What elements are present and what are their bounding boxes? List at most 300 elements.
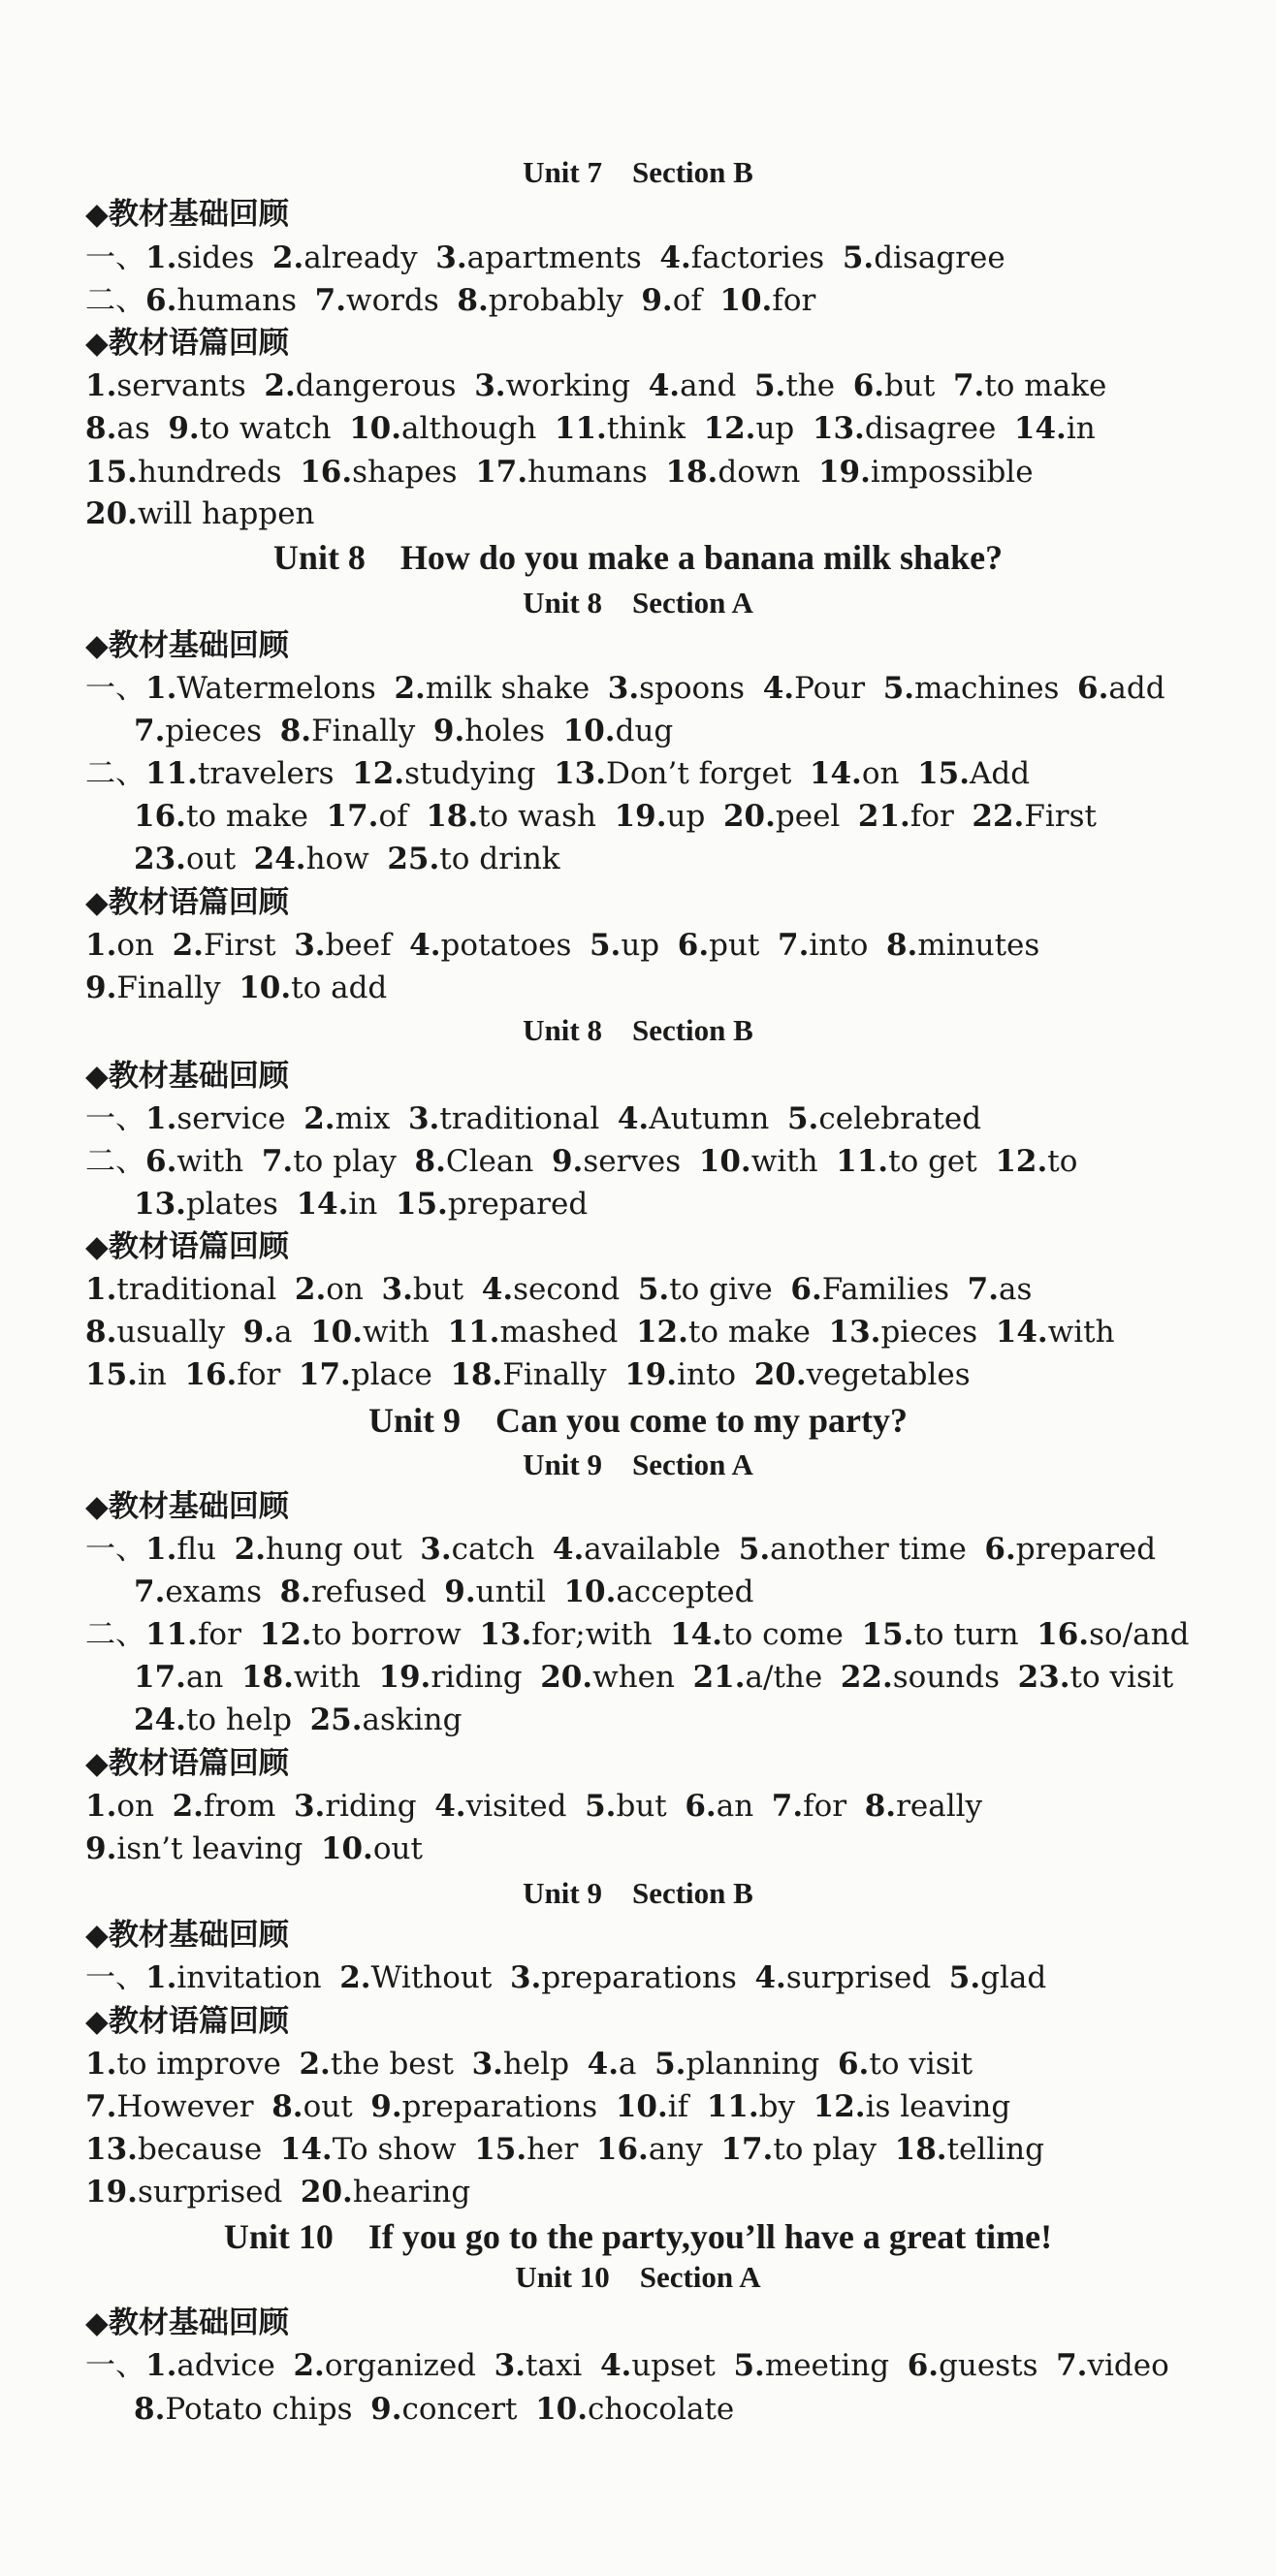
answer-item (299, 2045, 454, 2083)
answer-text: probably (488, 283, 623, 318)
answer-item (608, 669, 745, 708)
answer-item (719, 281, 815, 320)
answer-text: to come (722, 1617, 844, 1652)
answer-number: 10. (349, 411, 402, 446)
answer-number: 12. (635, 1315, 688, 1350)
answer-item (235, 1530, 402, 1569)
answer-item (310, 1313, 430, 1352)
answer-item (370, 2087, 597, 2126)
answer-item (841, 1658, 1000, 1697)
answer-item (1014, 409, 1096, 448)
answer-number: 3. (607, 671, 640, 706)
answer-number: 3. (471, 2047, 503, 2082)
answer-number: 9. (641, 283, 673, 318)
answer-text: Autumn (649, 1101, 770, 1136)
answer-text: an (716, 1789, 754, 1824)
answer-number: 5. (753, 368, 786, 403)
answer-number: 13. (479, 1617, 532, 1652)
answer-line (85, 1615, 1207, 1654)
answer-item (85, 2173, 282, 2211)
answer-number: 11. (145, 756, 198, 791)
answer-item (134, 1185, 278, 1224)
answer-item (763, 669, 865, 708)
answer-number: 3. (407, 1101, 440, 1136)
unit-heading: Unit 9 Can you come to my party? (368, 1401, 908, 1440)
answer-text: factories (690, 240, 825, 275)
answer-text: out (303, 2089, 353, 2124)
answer-text: telling (946, 2132, 1044, 2167)
answer-number: 2. (294, 1272, 327, 1307)
answer-number: 1. (85, 928, 117, 963)
answer-text: organized (324, 2348, 477, 2383)
answer-item (173, 1787, 276, 1826)
answer-number: 1. (85, 368, 117, 403)
answer-item (85, 409, 150, 448)
answer-text: taxi (526, 2348, 583, 2383)
answer-item (280, 2130, 457, 2169)
answer-text: riding (431, 1660, 523, 1695)
answer-item (303, 1099, 390, 1138)
answer-number: 2. (293, 2348, 325, 2383)
answer-item (134, 797, 308, 836)
answer-text: holes (464, 714, 546, 748)
answer-text: already (303, 240, 418, 275)
answer-number: 19. (614, 799, 667, 834)
answer-item (563, 1573, 753, 1611)
subsection-label: ◆教材基础回顾 (85, 197, 289, 232)
answer-number: 23. (1017, 1660, 1070, 1695)
answer-number: 5. (948, 1960, 981, 1995)
answer-item (134, 1658, 223, 1697)
answer-item (434, 1787, 566, 1826)
answer-text: when (592, 1660, 675, 1695)
answer-number: 8. (85, 411, 117, 446)
answer-item (394, 669, 590, 708)
answer-text: for;with (531, 1617, 653, 1652)
answer-item (1056, 2346, 1169, 2385)
answer-line (85, 754, 1048, 793)
answer-number: 2. (264, 368, 296, 403)
answer-number: 16. (184, 1357, 238, 1392)
answer-text: for (909, 799, 954, 834)
section-heading: Unit 9 Section B (523, 1876, 753, 1910)
answer-number: 12. (352, 756, 405, 791)
answer-text: mashed (499, 1315, 619, 1350)
answer-item (858, 797, 954, 836)
answer-text: the (785, 368, 836, 403)
answer-number: 12. (813, 2089, 866, 2124)
answer-number: 5. (882, 671, 915, 706)
answer-item (968, 1270, 1033, 1309)
answer-number: 19. (378, 1660, 431, 1695)
answer-item (296, 1185, 377, 1224)
answer-text: machines (914, 671, 1060, 706)
answer-item (145, 281, 297, 320)
answer-text: to make (984, 368, 1107, 403)
answer-item (254, 840, 369, 878)
answer-item (145, 2346, 275, 2385)
answer-text: into (809, 928, 869, 963)
answer-line (85, 2346, 1187, 2385)
answer-text: a (274, 1315, 293, 1350)
answer-number: 4. (754, 1960, 786, 1995)
answer-text: to wash (478, 799, 596, 834)
answer-number: 8. (457, 283, 489, 318)
answer-number: 4. (434, 1789, 466, 1824)
answer-item (396, 1185, 588, 1224)
answer-number: 11. (706, 2089, 759, 2124)
answer-line (134, 1573, 772, 1611)
answer-number: 9. (551, 1144, 584, 1179)
answer-text: and (680, 368, 737, 403)
answer-item (754, 1958, 931, 1997)
answer-line (85, 1355, 988, 1394)
answer-item (616, 2087, 688, 2126)
answer-line (85, 2173, 489, 2211)
answer-number: 9. (85, 970, 117, 1005)
answer-number: 11. (554, 411, 607, 446)
answer-text: the best (330, 2047, 455, 2082)
answer-text: how (305, 842, 369, 876)
answer-number: 5. (786, 1101, 819, 1136)
answer-number: 19. (624, 1357, 678, 1392)
answer-text: for (772, 283, 816, 318)
answer-item (552, 1142, 681, 1181)
part-prefix: 一、 (85, 1532, 145, 1567)
answer-number: 5. (589, 928, 622, 963)
answer-number: 20. (540, 1660, 593, 1695)
answer-text: celebrated (818, 1101, 982, 1136)
answer-item (294, 1787, 417, 1826)
answer-item (707, 2087, 795, 2126)
answer-text: into (677, 1357, 737, 1392)
answer-number: 20. (300, 2175, 353, 2210)
answer-text: to play (293, 1144, 397, 1179)
answer-line (85, 494, 333, 533)
answer-number: 2. (172, 928, 204, 963)
answer-number: 13. (85, 2132, 138, 2167)
answer-number: 7. (85, 2089, 117, 2124)
answer-item (173, 926, 276, 965)
answer-text: working (505, 368, 631, 403)
answer-number: 25. (309, 1702, 363, 1737)
answer-item (600, 2346, 716, 2385)
answer-text: dug (615, 714, 674, 748)
answer-number: 10. (239, 970, 292, 1005)
answer-text: in (348, 1187, 378, 1222)
answer-text: disagree (864, 411, 997, 446)
answer-number: 16. (595, 2132, 649, 2167)
answer-item (678, 926, 760, 965)
answer-text: to give (669, 1272, 773, 1307)
answer-item (853, 366, 936, 405)
answer-number: 5. (654, 2047, 686, 2082)
answer-text: to watch (199, 411, 332, 446)
answer-text: mix (335, 1101, 391, 1136)
subsection-label: ◆教材语篇回顾 (85, 885, 289, 920)
answer-item (315, 281, 439, 320)
answer-number: 22. (972, 799, 1025, 834)
answer-item (838, 2045, 973, 2083)
answer-item (349, 409, 536, 448)
answer-text: hearing (352, 2175, 471, 2210)
answer-number: 16. (1037, 1617, 1090, 1652)
subsection-label: ◆教材基础回顾 (85, 1059, 289, 1094)
answer-text: but (616, 1789, 667, 1824)
answer-item (649, 366, 737, 405)
subsection-label: ◆教材语篇回顾 (85, 2004, 289, 2039)
answer-item (321, 1829, 423, 1868)
answer-number: 15. (861, 1617, 914, 1652)
answer-item (262, 1142, 397, 1181)
answer-item (145, 239, 254, 277)
answer-text: Clean (445, 1144, 534, 1179)
answer-text: First (203, 928, 276, 963)
answer-number: 6. (852, 368, 885, 403)
answer-text: catch (451, 1532, 535, 1567)
answer-number: 9. (370, 2392, 402, 2427)
answer-text: add (1108, 671, 1165, 706)
answer-item (494, 2346, 583, 2385)
answer-text: up (666, 799, 706, 834)
answer-item (636, 1313, 811, 1352)
subsection-label: ◆教材基础回顾 (85, 1918, 289, 1953)
answer-line (85, 1142, 1096, 1181)
answer-item (85, 926, 154, 965)
answer-number: 9. (370, 2089, 402, 2124)
answer-number: 12. (259, 1617, 312, 1652)
answer-line (85, 366, 1125, 405)
answer-number: 15. (85, 1357, 138, 1392)
answer-number: 4. (617, 1101, 650, 1136)
answer-item (472, 2045, 569, 2083)
answer-item (239, 969, 387, 1007)
section-heading: Unit 10 Section A (515, 2260, 761, 2294)
answer-item (553, 1530, 720, 1569)
answer-text: potatoes (440, 928, 572, 963)
answer-text: exams (165, 1574, 262, 1609)
answer-line (85, 1313, 1132, 1352)
answer-text: travelers (197, 756, 335, 791)
answer-line (134, 2390, 752, 2429)
answer-text: up (755, 411, 795, 446)
answer-number: 2. (234, 1532, 266, 1567)
answer-item (300, 453, 457, 492)
answer-item (772, 1787, 846, 1826)
answer-line (85, 2045, 991, 2083)
answer-item (85, 1355, 167, 1394)
answer-number: 22. (840, 1660, 893, 1695)
answer-item (754, 366, 835, 405)
part-prefix: 二、 (85, 1617, 145, 1652)
answer-item (563, 712, 674, 750)
answer-text: peel (775, 799, 841, 834)
answer-text: humans (176, 283, 298, 318)
answer-number: 10. (535, 2392, 589, 2427)
answer-text: Finally (116, 970, 221, 1005)
answer-text: to drink (439, 842, 560, 876)
answer-number: 10. (320, 1831, 373, 1866)
answer-item (836, 1142, 977, 1181)
answer-text: to improve (116, 2047, 281, 2082)
answer-number: 18. (426, 799, 479, 834)
answer-text: spoons (639, 671, 746, 706)
answer-number: 21. (692, 1660, 746, 1695)
answer-number: 5. (842, 240, 875, 275)
answer-text: Families (821, 1272, 950, 1307)
answer-text: Add (970, 756, 1031, 791)
answer-text: to play (773, 2132, 877, 2167)
answer-item (145, 1099, 286, 1138)
answer-text: prepared (447, 1187, 589, 1222)
answer-text: her (526, 2132, 579, 2167)
answer-text: with (293, 1660, 361, 1695)
answer-number: 9. (168, 411, 200, 446)
answer-text: Potato chips (165, 2392, 353, 2427)
answer-text: because (137, 2132, 263, 2167)
answer-item (733, 2346, 889, 2385)
answer-number: 7. (134, 1574, 166, 1609)
answer-number: 8. (414, 1144, 446, 1179)
answer-text: of (672, 283, 702, 318)
answer-line (85, 1530, 1174, 1569)
answer-item (293, 2346, 476, 2385)
answer-line (134, 840, 578, 878)
answer-item (444, 1573, 546, 1611)
answer-number: 20. (722, 799, 776, 834)
answer-number: 11. (447, 1315, 500, 1350)
answer-text: traditional (116, 1272, 277, 1307)
answer-number: 10. (719, 283, 773, 318)
answer-item (865, 1787, 982, 1826)
part-prefix: 二、 (85, 756, 145, 791)
answer-text: However (116, 2089, 254, 2124)
answer-text: First (1024, 799, 1097, 834)
subsection-label: ◆教材基础回顾 (85, 1489, 289, 1524)
answer-text: flu (176, 1532, 217, 1567)
answer-line (85, 969, 405, 1007)
answer-item (540, 1658, 675, 1697)
answer-text: studying (404, 756, 536, 791)
answer-text: as (999, 1272, 1033, 1307)
answer-text: Without (370, 1960, 493, 1995)
part-prefix: 二、 (85, 283, 145, 318)
answer-item (134, 712, 262, 750)
answer-number: 14. (670, 1617, 723, 1652)
answer-number: 13. (828, 1315, 881, 1350)
answer-item (510, 1958, 737, 1997)
answer-text: minutes (917, 928, 1040, 963)
answer-item (433, 712, 545, 750)
answer-text: visited (465, 1789, 567, 1824)
answer-line (85, 1787, 1001, 1826)
answer-text: Watermelons (176, 671, 376, 706)
subsection-label: ◆教材基础回顾 (85, 2306, 289, 2340)
part-prefix: 一、 (85, 1960, 145, 1995)
answer-line (85, 669, 1183, 708)
answer-item (134, 840, 236, 878)
answer-item (588, 2045, 637, 2083)
answer-text: to add (291, 970, 388, 1005)
answer-number: 3. (420, 1532, 452, 1567)
answer-text: sounds (892, 1660, 1001, 1695)
part-prefix: 二、 (85, 1144, 145, 1179)
answer-text: concert (401, 2392, 518, 2427)
answer-number: 1. (85, 1789, 117, 1824)
answer-number: 12. (703, 411, 756, 446)
section-heading: Unit 8 Section A (523, 586, 753, 620)
answer-item (280, 1573, 427, 1611)
answer-text: video (1087, 2348, 1169, 2383)
answer-text: humans (527, 455, 648, 490)
subsection-label: ◆教材语篇回顾 (85, 326, 289, 361)
answer-text: an (185, 1660, 224, 1695)
answer-item (685, 1787, 753, 1826)
answer-text: beef (325, 928, 392, 963)
answer-number: 4. (648, 368, 681, 403)
answer-number: 7. (261, 1144, 294, 1179)
answer-number: 1. (85, 2047, 117, 2082)
answer-number: 16. (300, 455, 353, 490)
answer-text: invitation (176, 1960, 322, 1995)
answer-number: 7. (134, 714, 166, 748)
answer-number: 3. (435, 240, 467, 275)
answer-number: 11. (836, 1144, 889, 1179)
answer-number: 17. (720, 2132, 774, 2167)
answer-text: to get (888, 1144, 977, 1179)
answer-number: 18. (450, 1357, 503, 1392)
answer-number: 4. (599, 2348, 632, 2383)
answer-number: 10. (615, 2089, 668, 2124)
answer-text: really (896, 1789, 983, 1824)
answer-item (420, 1530, 534, 1569)
answer-text: on (116, 1789, 155, 1824)
answer-item (339, 1958, 492, 1997)
answer-item (457, 281, 622, 320)
answer-number: 7. (952, 368, 985, 403)
answer-text: meeting (764, 2348, 890, 2383)
answer-text: preparations (401, 2089, 598, 2124)
answer-text: prepared (1015, 1532, 1157, 1567)
answer-text: surprised (785, 1960, 932, 1995)
answer-line (85, 2087, 1029, 2126)
answer-item (843, 239, 1005, 277)
answer-item (754, 1355, 971, 1394)
part-prefix: 一、 (85, 671, 145, 706)
answer-item (327, 797, 408, 836)
answer-text: with (750, 1144, 818, 1179)
answer-text: surprised (137, 2175, 283, 2210)
answer-item (638, 1270, 773, 1309)
answer-text: hundreds (137, 455, 282, 490)
answer-item (1037, 1615, 1189, 1654)
answer-number: 10. (698, 1144, 751, 1179)
answer-line (85, 1958, 1065, 1997)
answer-item (699, 1142, 818, 1181)
answer-item (554, 754, 791, 793)
subsection-label: ◆教材语篇回顾 (85, 1746, 289, 1781)
answer-text: serves (583, 1144, 682, 1179)
answer-number: 2. (271, 240, 304, 275)
section-heading: Unit 7 Section B (523, 155, 753, 189)
answer-item (555, 409, 686, 448)
answer-text: a/the (745, 1660, 823, 1695)
answer-number: 10. (563, 1574, 617, 1609)
answer-item (408, 1099, 599, 1138)
answer-text: asking (362, 1702, 463, 1737)
answer-item (535, 2390, 734, 2429)
answer-item (145, 1530, 216, 1569)
